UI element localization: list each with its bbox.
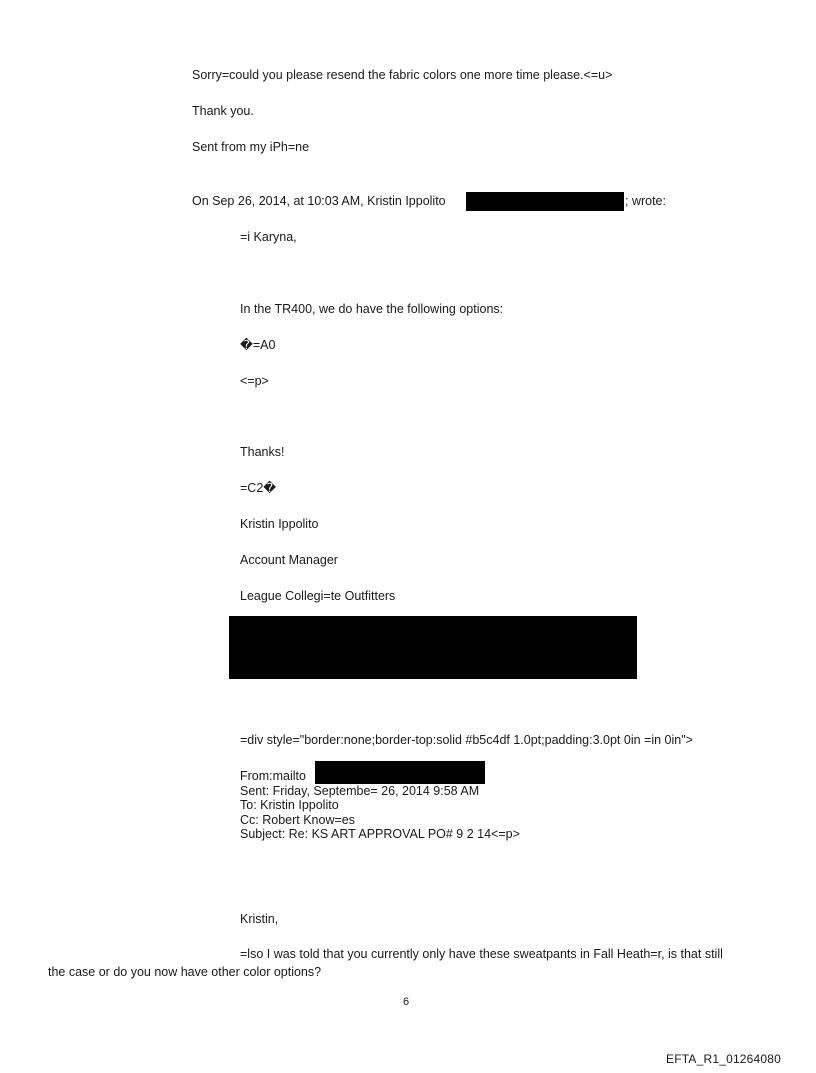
subject-line: Subject: Re: KS ART APPROVAL PO# 9 2 14<=p> bbox=[240, 827, 520, 841]
thanks-exclaim-line: Thanks! bbox=[240, 445, 285, 459]
redaction-block bbox=[466, 192, 624, 211]
options-line: In the TR400, we do have the following options: bbox=[240, 302, 504, 316]
page-number: 6 bbox=[403, 996, 410, 1008]
sent-line: Sent: Friday, Septembe= 26, 2014 9:58 AM bbox=[240, 783, 480, 798]
bates-number: EFTA_R1_01264080 bbox=[666, 1052, 782, 1066]
greeting-line: =i Karyna, bbox=[240, 230, 297, 244]
signature-name: Kristin Ippolito bbox=[240, 517, 319, 531]
encoded-line-2: =C2� bbox=[240, 481, 277, 495]
encoded-paragraph-line: <=p> bbox=[240, 374, 269, 388]
salutation-line: Kristin, bbox=[240, 912, 279, 926]
body-line-1: =lso I was told that you currently only have these sweatpants in Fall Heath=r, is that still bbox=[240, 947, 723, 961]
signature-company: League Collegi=te Outfitters bbox=[240, 589, 396, 603]
reply-line: Sorry=could you please resend the fabric colors one more time please.<=u> bbox=[192, 68, 613, 82]
redaction-block-large bbox=[229, 616, 637, 679]
quote-header-suffix: ; wrote: bbox=[625, 194, 666, 208]
thanks-line: Thank you. bbox=[192, 104, 254, 118]
from-line: From:mailto bbox=[240, 769, 306, 783]
html-div-line: =div style="border:none;border-top:solid #b5c4df 1.0pt;padding:3.0pt 0in =in 0in"> bbox=[240, 733, 693, 747]
body-line-2: the case or do you now have other color options? bbox=[48, 965, 322, 979]
redaction-block-from bbox=[315, 761, 485, 784]
encoded-line: �=A0 bbox=[240, 338, 276, 352]
to-line: To: Kristin Ippolito bbox=[240, 798, 339, 812]
cc-line: Cc: Robert Know=es bbox=[240, 812, 355, 827]
signature-title: Account Manager bbox=[240, 553, 338, 567]
quote-header-prefix: On Sep 26, 2014, at 10:03 AM, Kristin Ippolito bbox=[192, 194, 446, 208]
sent-from-line: Sent from my iPh=ne bbox=[192, 140, 310, 154]
